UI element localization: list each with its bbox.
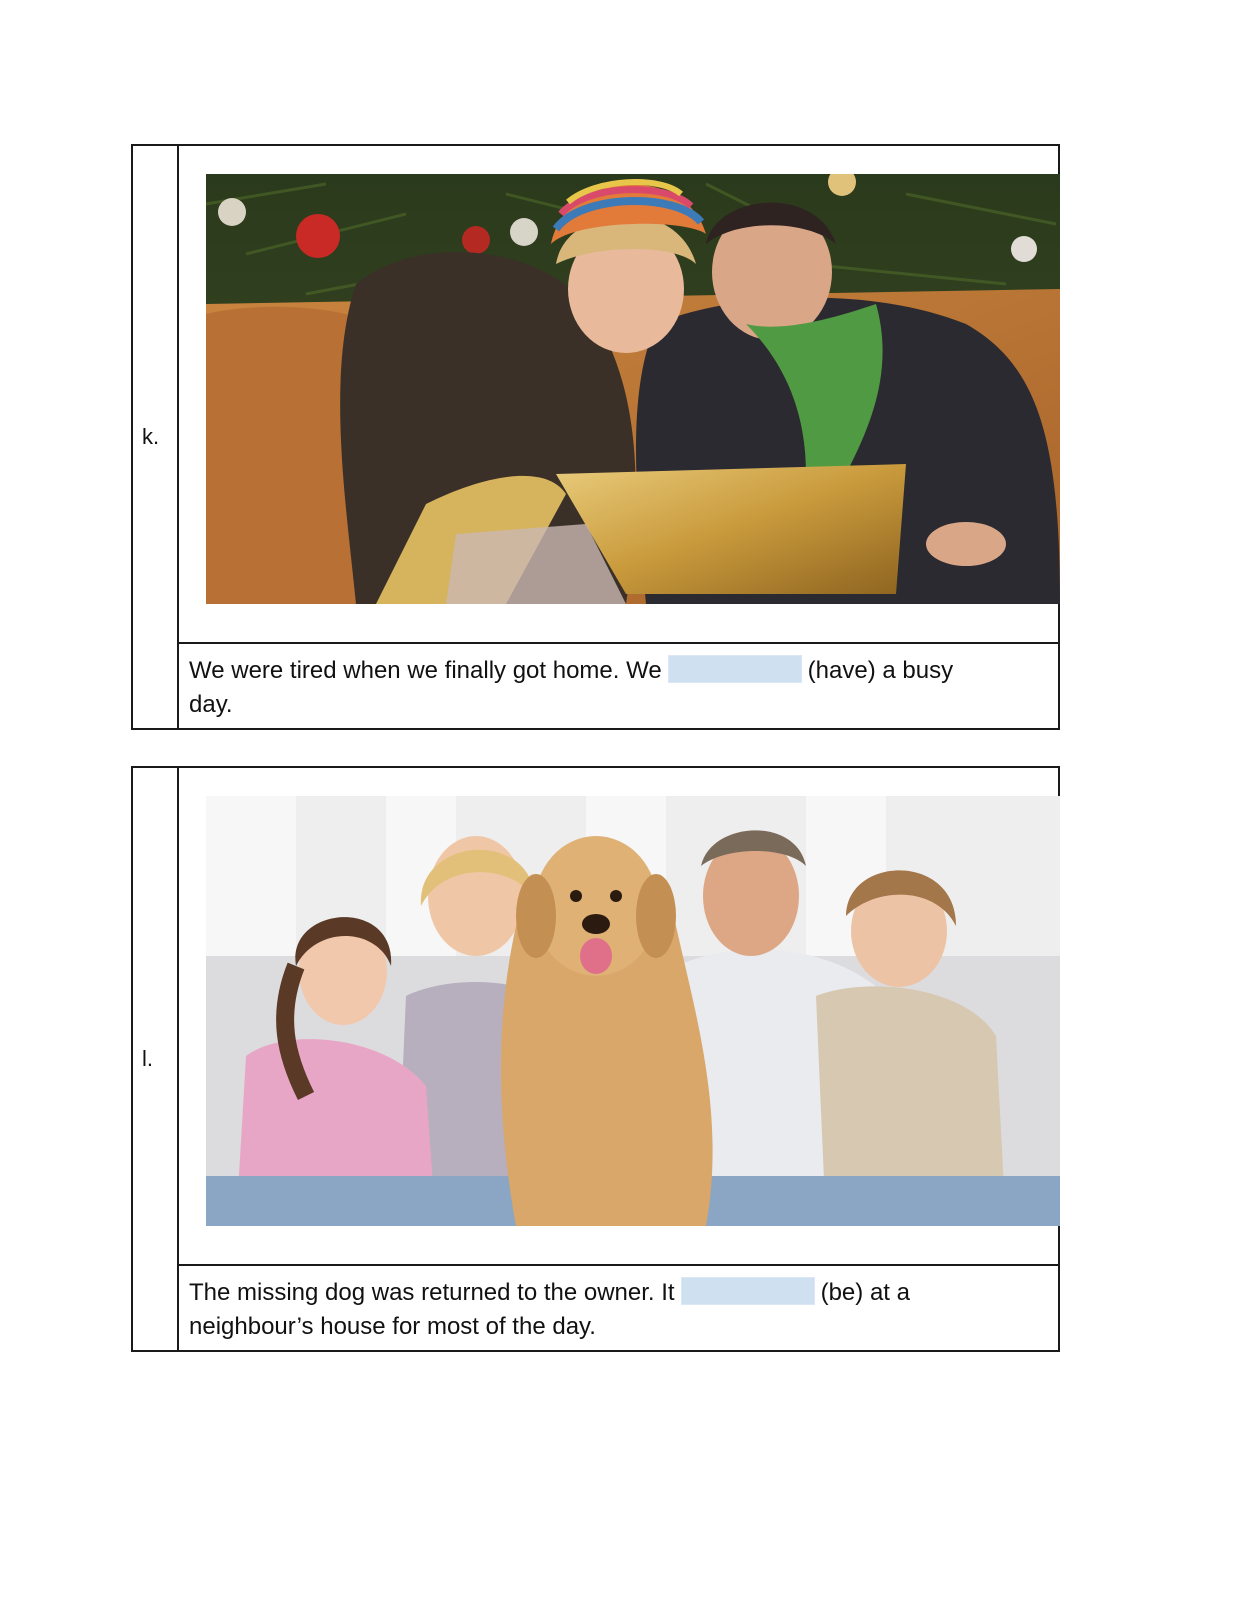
sentence-start: We were tired when we finally got home. We [189,657,662,684]
verb-hint: (be) at a [820,1279,910,1306]
sentence-end: day. [189,691,233,718]
photo-family-with-dog [206,796,1060,1226]
card-content [179,768,1058,1350]
answer-blank[interactable] [668,655,802,683]
photo-cell [179,768,1058,1266]
photo-couple-asleep [206,174,1060,604]
answer-blank[interactable] [681,1277,815,1305]
exercise-sentence [179,644,1058,728]
exercise-card-k [131,144,1060,730]
item-letter: k. [133,146,179,728]
photo-cell [179,146,1058,644]
item-letter: l. [133,768,179,1350]
exercise-sentence [179,1266,1058,1350]
card-content [179,146,1058,728]
verb-hint: (have) a busy [807,657,954,684]
sentence-start: The missing dog was returned to the owner. It [189,1279,675,1306]
sentence-end: neighbour’s house for most of the day. [189,1313,596,1340]
exercise-card-l [131,766,1060,1352]
